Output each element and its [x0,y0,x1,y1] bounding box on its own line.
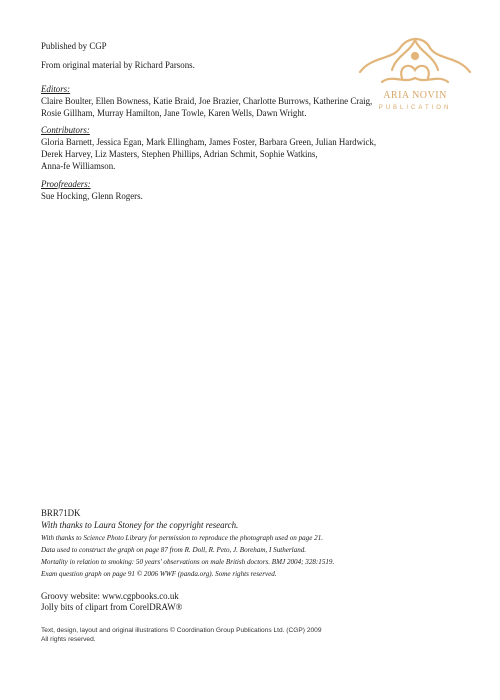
editors-heading: Editors: [41,84,71,94]
copyright-notice: Text, design, layout and original illustrations © Coordination Group Publications Ltd. (CGP) 2009 [41,627,322,634]
credit-line-2: Data used to construct the graph on page 87 from R. Doll, R. Peto, J. Boreham, I Sutherland. [41,546,307,554]
book-code: BRR71DK [41,508,81,518]
contributors-line-2: Derek Harvey, Liz Masters, Stephen Phillips, Adrian Schmit, Sophie Watkins, [41,149,318,159]
contributors-heading: Contributors: [41,125,90,135]
website-line: Groovy website: www.cgpbooks.co.uk [41,591,179,601]
original-material-credit: From original material by Richard Parsons. [41,60,195,70]
proofreaders-line-1: Sue Hocking, Glenn Rogers. [41,191,143,201]
rights-reserved: All rights reserved. [41,636,96,643]
editors-line-1: Claire Boulter, Ellen Bowness, Katie Braid, Joe Brazier, Charlotte Burrows, Katherine Craig, [41,96,373,106]
watermark-subtitle: PUBLICATION [378,105,452,111]
published-by: Published by CGP [41,41,107,51]
credit-line-4: Exam question graph on page 91 © 2006 WWF (panda.org). Some rights reserved. [41,570,277,578]
contributors-line-1: Gloria Barnett, Jessica Egan, Mark Ellingham, James Foster, Barbara Green, Julian Hardwick, [41,137,377,147]
watermark-title: ARIA NOVIN [383,90,447,101]
clipart-line: Jolly bits of clipart from CorelDRAW® [41,602,183,612]
contributors-line-3: Anna-fe Williamson. [41,161,116,171]
proofreaders-heading: Proofreaders: [41,179,91,189]
credit-line-1: With thanks to Science Photo Library for permission to reproduce the photograph used on page 21. [41,534,324,542]
credit-line-3: Mortality in relation to smoking: 50 years' observations on male British doctors. BMJ 2004; 328:1519. [41,558,335,566]
crown-ornament-icon [352,26,478,90]
copyright-research-thanks: With thanks to Laura Stoney for the copyright research. [41,520,239,530]
editors-line-2: Rosie Gillham, Murray Hamilton, Jane Towle, Karen Wells, Dawn Wright. [41,108,307,118]
